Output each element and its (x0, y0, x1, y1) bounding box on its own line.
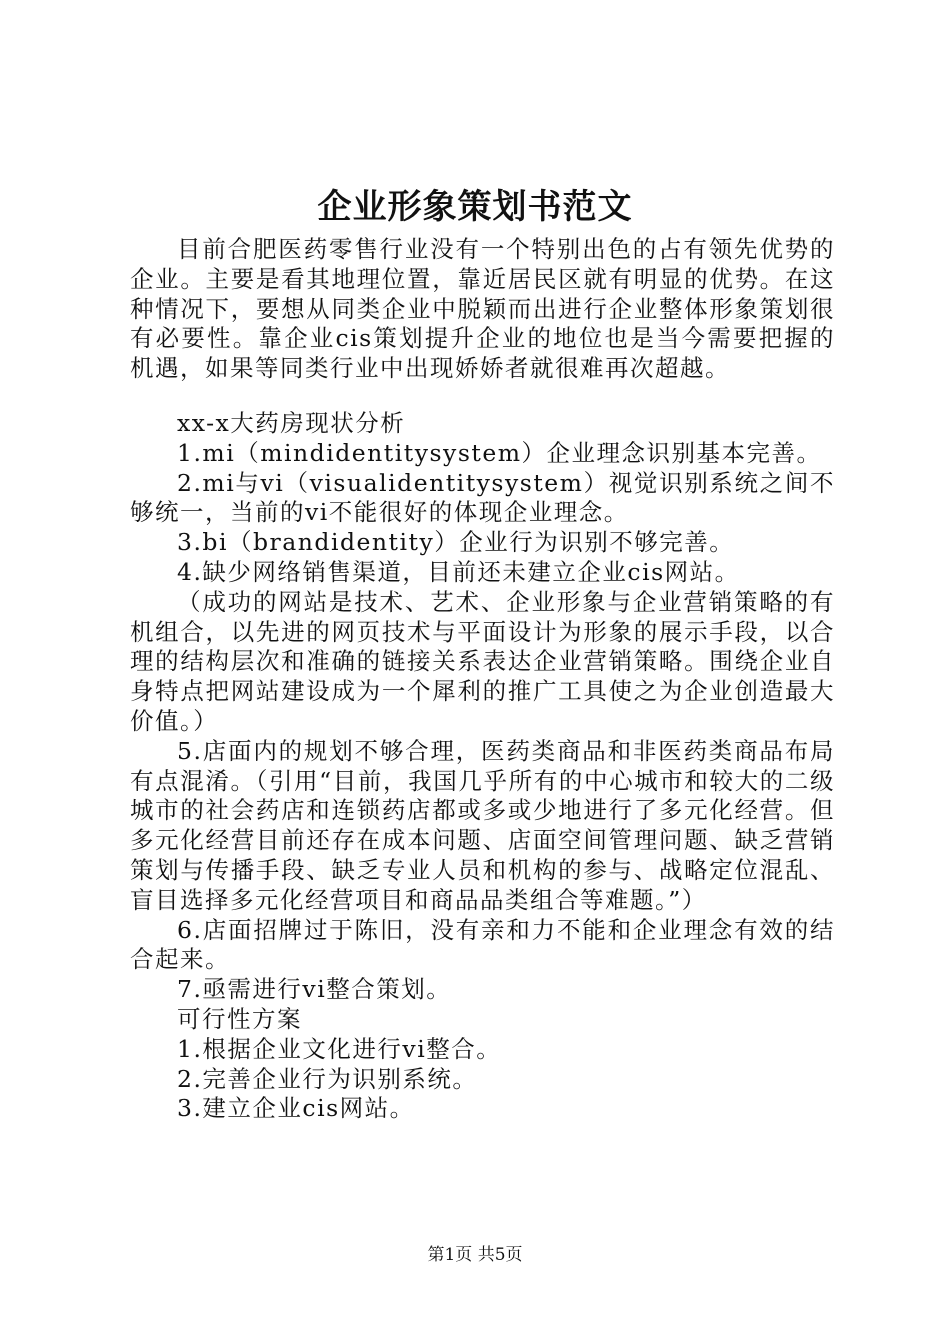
website-note: （成功的网站是技术、艺术、企业形象与企业营销策略的有机组合，以先进的网页技术与平面设计为形象的展示手段，以合理的结构层次和准确的链接关系表达企业营销策略。围绕企业自身特点把网站建设成为一个犀利的推广工具使之为企业创造最大价值。） (130, 587, 835, 735)
list-item-2: 2.mi与vi（visualidentitysystem）视觉识别系统之间不够统一，当前的vi不能很好的体现企业理念。 (130, 468, 835, 527)
document-title: 企业形象策划书范文 (317, 187, 633, 227)
list-item-1: 1.mi（mindidentitysystem）企业理念识别基本完善。 (177, 438, 822, 467)
plan-item-2: 2.完善企业行为识别系统。 (177, 1064, 478, 1093)
plan-item-3: 3.建立企业cis网站。 (177, 1094, 415, 1123)
list-item-4: 4.缺少网络销售渠道，目前还未建立企业cis网站。 (177, 557, 740, 586)
section-heading-plan: 可行性方案 (177, 1004, 302, 1033)
section-heading-status: xx-x大药房现状分析 (177, 408, 406, 437)
document-body (130, 235, 835, 1124)
page-footer: 第1页 共5页 (427, 1245, 523, 1265)
paragraph-intro: 目前合肥医药零售行业没有一个特别出色的占有领先优势的企业。主要是看其地理位置，靠近居民区就有明显的优势。在这种情况下，要想从同类企业中脱颖而出进行企业整体形象策划很有必要性。靠企业cis策划提升企业的地位也是当今需要把握的机遇，如果等同类行业中出现娇娇者就很难再次超越。 (130, 235, 835, 383)
list-item-6: 6.店面招牌过于陈旧，没有亲和力不能和企业理念有效的结合起来。 (130, 915, 835, 974)
list-item-3: 3.bi（brandidentity）企业行为识别不够完善。 (177, 528, 735, 557)
list-item-7: 7.亟需进行vi整合策划。 (177, 975, 452, 1004)
list-item-5: 5.店面内的规划不够合理，医药类商品和非医药类商品布局有点混淆。（引用“目前，我国几乎所有的中心城市和较大的二级城市的社会药店和连锁药店都或多或少地进行了多元化经营。但多元化经营目前还存在成本问题、店面空间管理问题、缺乏营销策划与传播手段、缺乏专业人员和机构的参与、战略定位混乱、盲目选择多元化经营项目和商品品类组合等难题。”） (130, 736, 835, 914)
paragraph-gap (130, 384, 835, 409)
plan-item-1: 1.根据企业文化进行vi整合。 (177, 1034, 502, 1063)
